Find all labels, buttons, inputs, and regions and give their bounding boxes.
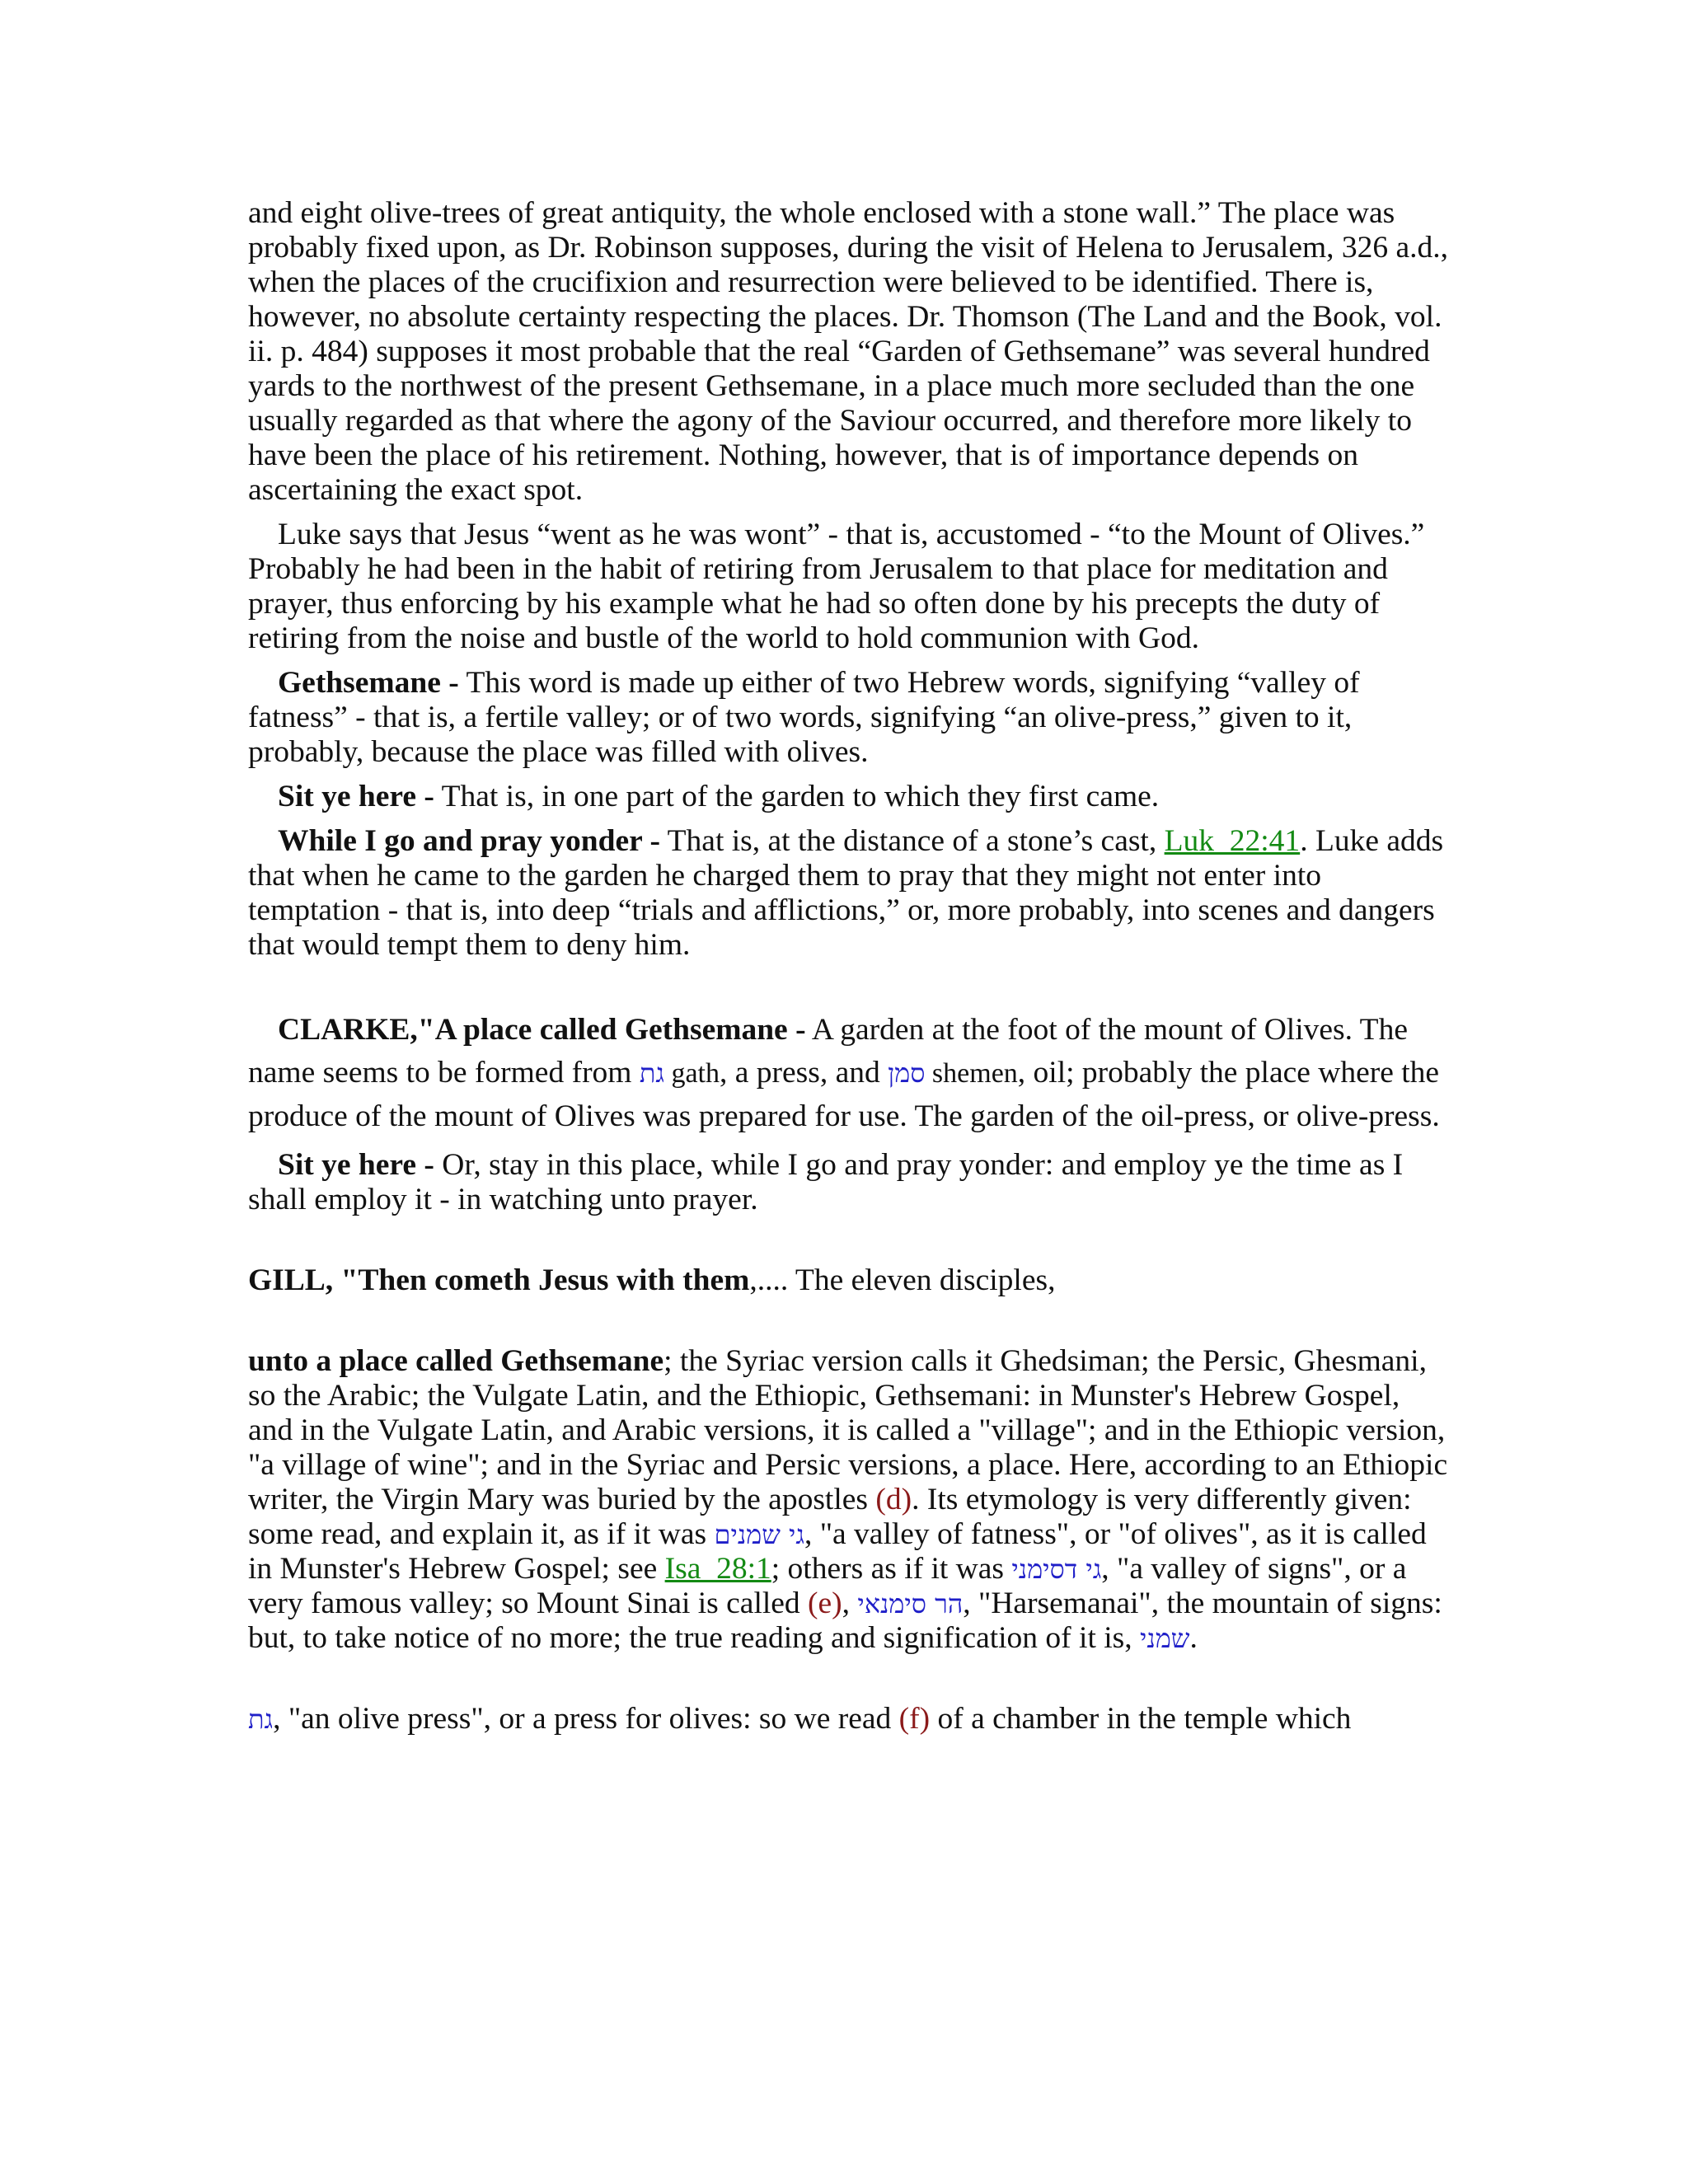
gill-text: . <box>1189 1621 1198 1655</box>
gill-text: ; others as if it was <box>771 1552 1012 1586</box>
paragraph-clarke-sit <box>248 1148 1451 1217</box>
hebrew-word: גת <box>248 1704 274 1735</box>
transliteration: shemen <box>925 1058 1018 1089</box>
hebrew-word: הר סימנאי <box>857 1588 964 1619</box>
term-heading: Sit ye here - <box>278 1148 434 1182</box>
term-text: . Luke adds that when he came to the garden he charged them to pray that they might not enter into temptation - that is, into deep “trials and afflictions,” or, more probably, into scenes and dangers that would tempt them to deny him. <box>248 824 1444 962</box>
gill-heading: GILL, "Then cometh Jesus with them <box>248 1263 750 1297</box>
gill-text: ,.... The eleven disciples, <box>749 1263 1056 1297</box>
paragraph-gill-press <box>248 1702 1451 1736</box>
term-text: This word is made up either of two Hebrew words, signifying “valley of fatness” - that is, a fertile valley; or of two words, signifying “an olive-press,” given to it, probably, because the place was filled with olives. <box>248 666 1360 769</box>
paragraph-barnes-location: and eight olive-trees of great antiquity, the whole enclosed with a stone wall.” The place was probably fixed upon, as Dr. Robinson supposes, during the visit of Helena to Jerusalem, 326 a.d., when the places of the crucifixion and resurrection were believed to be identified. There is, however, no absolute certainty respecting the places. Dr. Thomson (The Land and the Book, vol. ii. p. 484) supposes it most probable that the real “Garden of Gethsemane” was several hundred yards to the northwest of the present Gethsemane, in a place much more secluded than the one usually regarded as that where the agony of the Saviour occurred, and therefore more likely to have been the place of his retirement. Nothing, however, that is of importance depends on ascertaining the exact spot. <box>248 196 1449 507</box>
clarke-text: A garden at the foot of the mount of Olives. The name seems to be formed from <box>248 1013 1408 1090</box>
gill-text: , "an olive press", or a press for olives: so we read <box>273 1702 899 1736</box>
paragraph-gill-intro <box>248 1263 1451 1298</box>
clarke-text: , a press, and <box>719 1056 889 1090</box>
gill-text: , "Harsemanai", the mountain of signs: but, to take notice of no more; the true reading and signification of it is, <box>248 1586 1442 1655</box>
transliteration: gath <box>663 1058 720 1089</box>
term-heading: While I go and pray yonder - <box>278 824 660 858</box>
hebrew-word: גי דסימני <box>1011 1554 1102 1585</box>
gill-text: , <box>842 1586 858 1620</box>
gill-text: of a chamber in the temple which <box>930 1702 1352 1736</box>
scripture-link-isaiah[interactable]: Isa_28:1 <box>664 1552 771 1586</box>
paragraph-clarke <box>248 1009 1451 1138</box>
gill-text: , "a valley of signs", or a very famous valley; so Mount Sinai is called <box>248 1552 1407 1620</box>
scripture-link-luke[interactable]: Luk_22:41 <box>1164 824 1301 858</box>
term-text: Or, stay in this place, while I go and pray yonder: and employ ye the time as I shall employ it - in watching unto prayer. <box>248 1148 1404 1216</box>
document-page <box>248 196 1451 1736</box>
hebrew-word: סמן <box>888 1057 926 1089</box>
term-text: That is, in one part of the garden to which they first came. <box>434 780 1160 813</box>
footnote-marker-f[interactable]: (f) <box>898 1702 931 1736</box>
gill-text: ; the Syriac version calls it Ghedsiman; the Persic, Ghesmani, so the Arabic; the Vulgate Latin, and the Ethiopic, Gethsemani: in Munster's Hebrew Gospel, and in the Vulgate Latin, and Arabic versions, it is called a "village"; and in the Ethiopic version, "a village of wine"; and in the Syriac and Persic versions, a place. Here, according to an Ethiopic writer, the Virgin Mary was buried by the apostles <box>248 1344 1448 1516</box>
hebrew-word: גת <box>639 1057 664 1089</box>
footnote-marker-e[interactable]: (e) <box>808 1586 842 1620</box>
footnote-marker-d[interactable]: (d) <box>875 1483 912 1516</box>
gill-term: unto a place called Gethsemane <box>248 1344 664 1378</box>
paragraph-gill-body <box>248 1344 1451 1656</box>
paragraph-barnes-gethsemane <box>248 666 1451 770</box>
term-heading: Sit ye here - <box>278 780 434 813</box>
paragraph-barnes-sit <box>248 780 1451 814</box>
term-heading: Gethsemane - <box>278 666 459 700</box>
paragraph-barnes-luke: Luke says that Jesus “went as he was wont” - that is, accustomed - “to the Mount of Olives.” Probably he had been in the habit of retiring from Jerusalem to that place for meditation and prayer, thus enforcing by his example what he had so often done by his precepts the duty of retiring from the noise and bustle of the world to hold communion with God. <box>248 518 1425 655</box>
gill-text: . Its etymology is very differently given: some read, and explain it, as if it was <box>248 1483 1412 1551</box>
gill-text: , "a valley of fatness", or "of olives", as it is called in Munster's Hebrew Gospel; see <box>248 1517 1427 1586</box>
hebrew-word: שמני <box>1140 1623 1190 1654</box>
clarke-text: , oil; probably the place where the produce of the mount of Olives was prepared for use. The garden of the oil-press, or olive-press. <box>248 1056 1440 1133</box>
hebrew-word: גי שמנים <box>714 1519 804 1550</box>
paragraph-barnes-pray <box>248 824 1451 963</box>
clarke-heading: CLARKE,"A place called Gethsemane - <box>278 1013 806 1047</box>
term-text: That is, at the distance of a stone’s cast, <box>659 824 1165 858</box>
